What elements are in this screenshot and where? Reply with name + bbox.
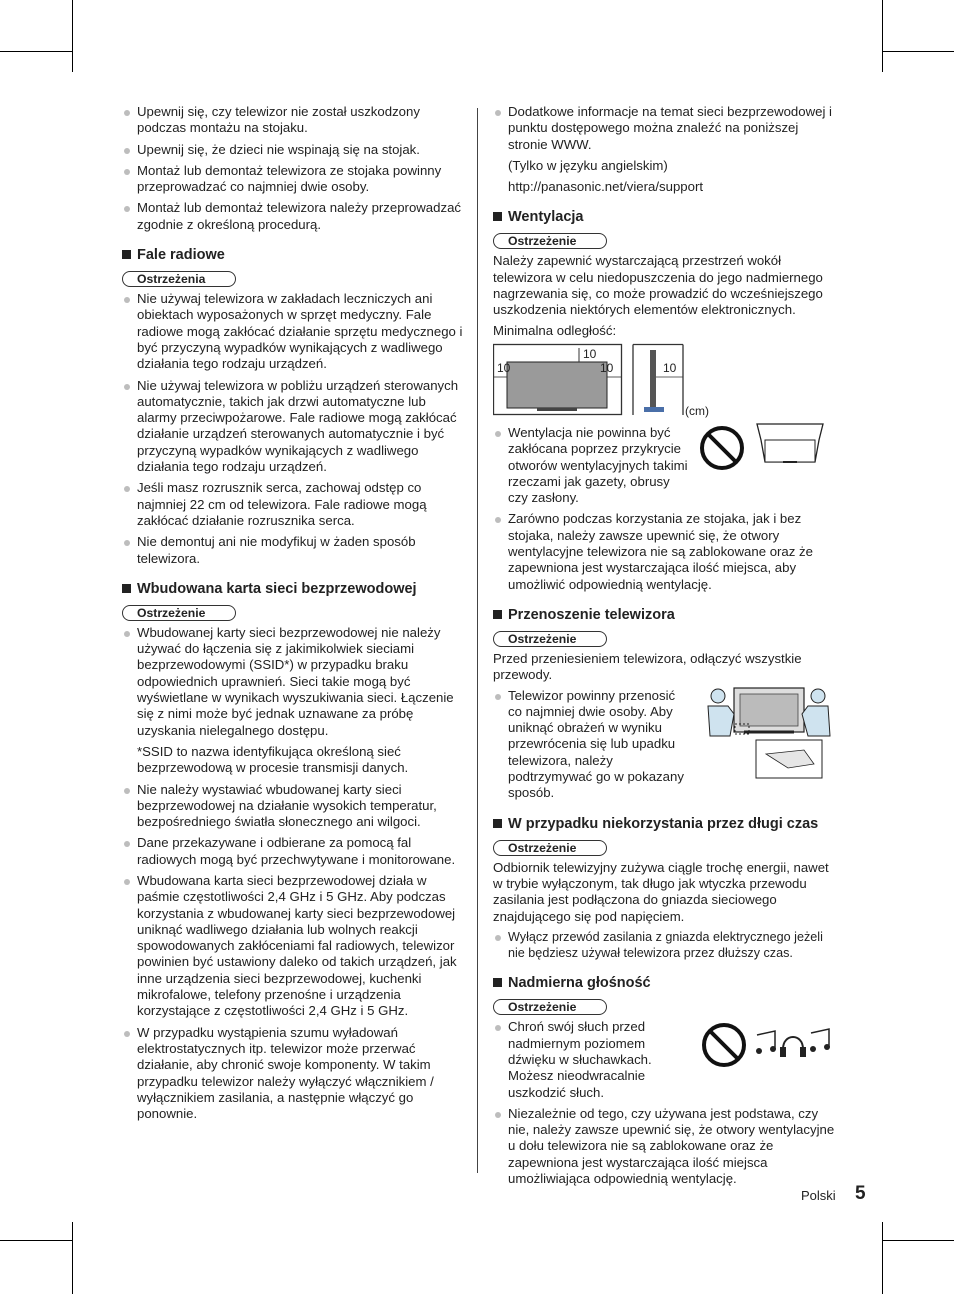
section-heading-moving: Przenoszenie telewizora [493, 606, 838, 624]
square-bullet-icon [122, 250, 131, 259]
crop-mark [882, 1240, 954, 1241]
list-item: Wbudowana karta sieci bezprzewodowej działa w paśmie częstotliwości 2,4 GHz i 5 GHz. Aby podczas korzystania z wbudowanej karty sieci bezprzewodowej uniknąć wadliwego działania lub wolnych reakcji spowodowanych zakłóceniami fal radiowych, telewizor powinien być ustawiony daleko od takich urządzeń, jak inne urządzenia sieci bezprzewodowej, kuchenki mikrofalowe, telefony przenośne i urządzenia korzystające z częstotliwości 2,4 GHz i 5 GHz. [122, 873, 467, 1020]
warning-badge: Ostrzeżenie [122, 605, 236, 621]
dim-right-label: 10 [600, 360, 614, 375]
list-item: Dodatkowe informacje na temat sieci bezprzewodowej i punktu dostępowego można znaleźć na poniższej stronie WWW. [493, 104, 838, 153]
ventilation-warning-row [493, 425, 838, 506]
list-item: Wbudowanej karty sieci bezprzewodowej nie należy używać do łączenia się z jakimikolwiek sieciami bezprzewodowymi (SSID*) w przypadku braku odpowiednich uprawnień. Sieci takie mogą być wyświetlane w wynikach wyszukiwania sieci. Łączenie się z nimi może być jednak uznawane za próbę uzyskania nielegalnego dostępu. [122, 625, 467, 739]
crop-mark [72, 0, 73, 72]
list-item: Chroń swój słuch przed nadmiernym poziomem dźwięku w słuchawkach. Możesz nieodwracalnie uszkodzić słuch. [493, 1019, 688, 1100]
section-heading-unused: W przypadku niekorzystania przez długi czas [493, 815, 838, 833]
warning-badge: Ostrzeżenie [493, 999, 607, 1015]
headphones-music-icon [753, 1025, 833, 1065]
lan-list-2 [122, 782, 467, 1123]
footnote-ssid: *SSID to nazwa identyfikująca określoną sieć bezprzewodową w procesie transmisji danych. [137, 743, 409, 776]
square-bullet-icon [493, 978, 502, 987]
list-item: Upewnij się, że dzieci nie wspinają się na stojak. [122, 142, 467, 158]
list-item: Niezależnie od tego, czy używana jest podstawa, czy nie, należy zawsze upewnić się, że otwory wentylacyjne u dołu telewizora nie są zablokowane oraz że zapewniona jest wystarczająca ilość miejsca umożliwiająca odpowiednią wentylację. [493, 1106, 838, 1187]
unused-list [493, 929, 838, 962]
left-column [122, 104, 467, 1127]
vent-list [493, 425, 693, 506]
warning-badge: Ostrzeżenie [493, 233, 607, 249]
unit-label: (cm) [685, 403, 709, 418]
crop-mark [882, 51, 954, 52]
list-item: Dane przekazywane i odbierane za pomocą fal radiowych mogą być przechwytywane i monitorowane. [122, 835, 467, 868]
prohibited-icon [699, 425, 745, 471]
list-item: Nie demontuj ani nie modyfikuj w żaden sposób telewizora. [122, 534, 467, 567]
list-item: Wentylacja nie powinna być zakłócana poprzez przykrycie otworów wentylacyjnych takimi rzeczami jak gazety, obrusy czy zasłony. [493, 425, 693, 506]
column-divider [477, 108, 478, 1173]
move-list [493, 688, 688, 802]
moving-row [493, 688, 838, 802]
list-item: Nie używaj telewizora w zakładach leczniczych ani obiektach wyposażonych w sprzęt medyczny. Fale radiowe mogą zakłócać działanie sprzętu medycznego i być przyczyną wypadków wynikających z wadliwego działania tego rodzaju urządzeń. [122, 291, 467, 372]
list-item: Upewnij się, czy telewizor nie został uszkodzony podczas montażu na stojaku. [122, 104, 467, 137]
volume-row [493, 1019, 838, 1100]
crop-mark [882, 0, 883, 72]
volume-list-2 [493, 1106, 838, 1187]
ventilation-text: Należy zapewnić wystarczającą przestrzeń wokół telewizora w celu niedopuszczenia do jego nadmiernego nagrzewania się, co może prowadzić do wcześniejszego uszkodzenia niektórych elementów elektronicznych. [493, 253, 823, 318]
section-heading-ventilation: Wentylacja [493, 208, 838, 226]
crop-mark [882, 1222, 883, 1294]
section-heading-radio: Fale radiowe [122, 246, 467, 264]
list-item: Nie należy wystawiać wbudowanej karty sieci bezprzewodowej na działanie wysokich temperatur, bezpośredniego światła słonecznego ani wilgoci. [122, 782, 467, 831]
unused-text: Odbiornik telewizyjny zużywa ciągle trochę energii, nawet w trybie wyłączonym, tak długo jak wtyczka przewodu zasilania jest podłączona do gniazda sieciowego znajdującego się pod napięciem. [493, 859, 829, 924]
square-bullet-icon [493, 819, 502, 828]
info-language-note: (Tylko w języku angielskim) [508, 157, 668, 173]
list-item: Jeśli masz rozrusznik serca, zachowaj odstęp co najmniej 22 cm od telewizora. Fale radiowe mogą zakłócać działanie rozrusznika serca. [122, 480, 467, 529]
info-list [493, 104, 838, 153]
intro-list [122, 104, 467, 233]
list-item: Wyłącz przewód zasilania z gniazda elektrycznego jeżeli nie będziesz używał telewizora przez dłuższy czas. [493, 929, 838, 962]
section-heading-lan: Wbudowana karta sieci bezprzewodowej [122, 580, 467, 598]
prohibited-icon [700, 1021, 748, 1069]
crop-mark [0, 1240, 72, 1241]
square-bullet-icon [493, 212, 502, 221]
list-item: W przypadku wystąpienia szumu wyładowań elektrostatycznych itp. telewizor może przerwać działanie, aby chronić swoje komponenty. W takim przypadku telewizor należy wyłączyć włącznikiem / wyłącznikiem zasilania, a następnie włączyć go ponownie. [122, 1025, 467, 1123]
list-item: Zarówno podczas korzystania ze stojaka, jak i bez stojaka, należy zawsze upewnić się, że otwory wentylacyjne telewizora nie są zablokowane oraz że zapewniona jest wystarczająca ilość miejsca, aby umożliwić odpowiednią wentylację. [493, 511, 838, 592]
crop-mark [72, 1222, 73, 1294]
warning-badge: Ostrzeżenie [493, 840, 607, 856]
carrying-tv-illustration [704, 684, 832, 780]
dim-top-label: 10 [583, 346, 597, 361]
dim-left-label: 10 [497, 360, 511, 375]
warning-badge: Ostrzeżenia [122, 271, 236, 287]
lan-list [122, 625, 467, 739]
list-item: Montaż lub demontaż telewizora należy przeprowadzać zgodnie z określoną procedurą. [122, 200, 467, 233]
page-number: 5 [855, 1183, 866, 1204]
dim-side-label: 10 [663, 360, 677, 375]
vent-list-2 [493, 511, 838, 592]
crop-mark [0, 51, 72, 52]
volume-list [493, 1019, 688, 1100]
min-distance-label: Minimalna odległość: [493, 322, 617, 338]
list-item: Nie używaj telewizora w pobliżu urządzeń sterowanych automatycznie, takich jak drzwi automatyczne lub alarmy przeciwpożarowe. Fale radiowe mogą zakłócać działanie urządzeń sterowanych automatycznie i być przyczyną wypadków wynikających z wadliwego działania tego rodzaju urządzeń. [122, 378, 467, 476]
support-url: http://panasonic.net/viera/support [508, 179, 704, 195]
list-item: Telewizor powinny przenosić co najmniej dwie osoby. Aby uniknąć obrażeń w wyniku przewrócenia się lub upadku telewizora, należy podtrzymywać go w pokazany sposób. [493, 688, 688, 802]
section-heading-volume: Nadmierna głośność [493, 974, 838, 992]
radio-list [122, 291, 467, 567]
list-item: Montaż lub demontaż telewizora ze stojaka powinny przeprowadzać co najmniej dwie osoby. [122, 163, 467, 196]
moving-text: Przed przeniesieniem telewizora, odłączyć wszystkie przewody. [493, 650, 802, 683]
square-bullet-icon [493, 610, 502, 619]
warning-badge: Ostrzeżenie [493, 631, 607, 647]
footer-language: Polski [801, 1188, 836, 1203]
covered-tv-icon [755, 422, 825, 470]
ventilation-diagram [493, 343, 838, 417]
square-bullet-icon [122, 584, 131, 593]
right-column [493, 104, 838, 1192]
